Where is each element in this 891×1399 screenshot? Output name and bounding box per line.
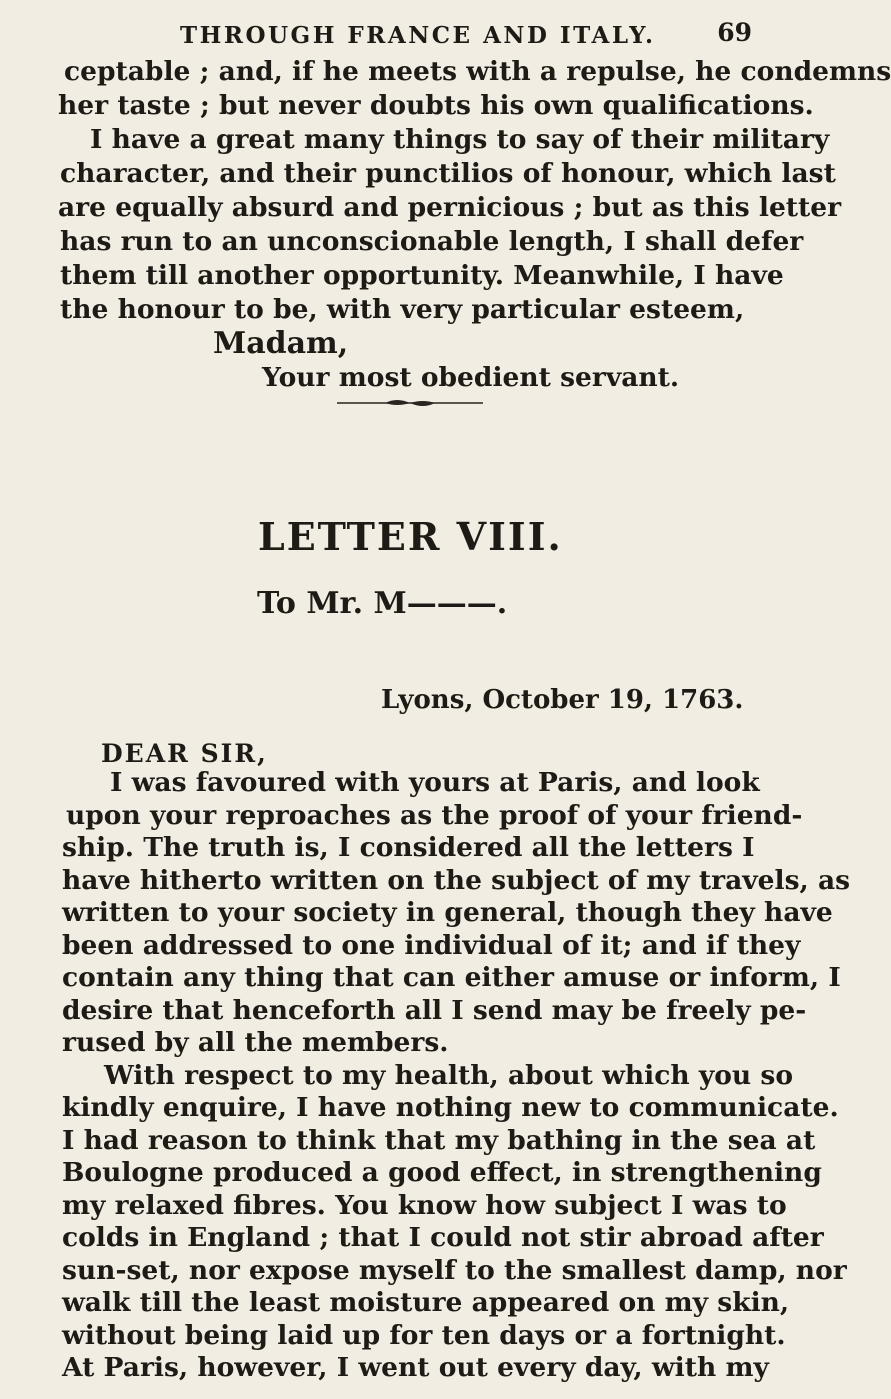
text-line: contain any thing that can either amuse or inform, I: [62, 962, 841, 993]
text-line: At Paris, however, I went out every day, with my: [62, 1352, 769, 1383]
text-line: I was favoured with yours at Paris, and look: [110, 767, 760, 798]
text-line: been addressed to one individual of it; and if they: [62, 929, 801, 961]
text-line: colds in England ; that I could not stir abroad after: [62, 1222, 824, 1253]
closing-salutation: Madam,: [213, 326, 349, 361]
text-line: without being laid up for ten days or a fortnight.: [62, 1319, 786, 1351]
text-line: walk till the least moisture appeared on my skin,: [62, 1287, 790, 1318]
signoff: Your most obedient servant.: [262, 362, 680, 393]
text-line: I had reason to think that my bathing in the sea at: [62, 1124, 816, 1156]
letter-heading: LETTER VIII.: [258, 514, 563, 559]
text-line: Boulogne produced a good effect, in strengthening: [62, 1157, 822, 1188]
letter-recipient: To Mr. M———.: [257, 586, 508, 621]
page-header: [60, 18, 760, 58]
letter-dateline: Lyons, October 19, 1763.: [381, 685, 744, 715]
text-line: them till another opportunity. Meanwhile, I have: [60, 260, 784, 291]
text-line: have hitherto written on the subject of my travels, as: [62, 864, 851, 896]
letter-salutation: DEAR SIR,: [101, 739, 268, 768]
text-line: upon your reproaches as the proof of your friend-: [66, 799, 803, 831]
text-line: rused by all the members.: [62, 1027, 449, 1058]
text-line: kindly enquire, I have nothing new to communicate.: [62, 1092, 839, 1123]
section-divider-ornament: [335, 396, 485, 410]
text-line: desire that henceforth all I send may be freely pe-: [62, 994, 807, 1026]
text-line: ship. The truth is, I considered all the letters I: [62, 832, 755, 863]
text-line: sun-set, nor expose myself to the smallest damp, nor: [62, 1254, 847, 1286]
text-line: ceptable ; and, if he meets with a repulse, he condemns: [64, 56, 891, 87]
text-line: are equally absurd and pernicious ; but as this letter: [58, 192, 842, 223]
text-line: the honour to be, with very particular esteem,: [60, 294, 745, 325]
text-line: character, and their punctilios of honour, which last: [60, 158, 836, 189]
page-number: 69: [717, 18, 752, 47]
running-title: THROUGH FRANCE AND ITALY.: [180, 22, 656, 49]
text-line: I have a great many things to say of their military: [90, 124, 830, 155]
text-line: With respect to my health, about which you so: [104, 1059, 793, 1091]
text-line: has run to an unconscionable length, I shall defer: [60, 226, 804, 257]
text-line: my relaxed fibres. You know how subject I was to: [62, 1189, 787, 1221]
text-line: her taste ; but never doubts his own qualifications.: [58, 90, 814, 121]
text-line: written to your society in general, though they have: [62, 897, 833, 928]
